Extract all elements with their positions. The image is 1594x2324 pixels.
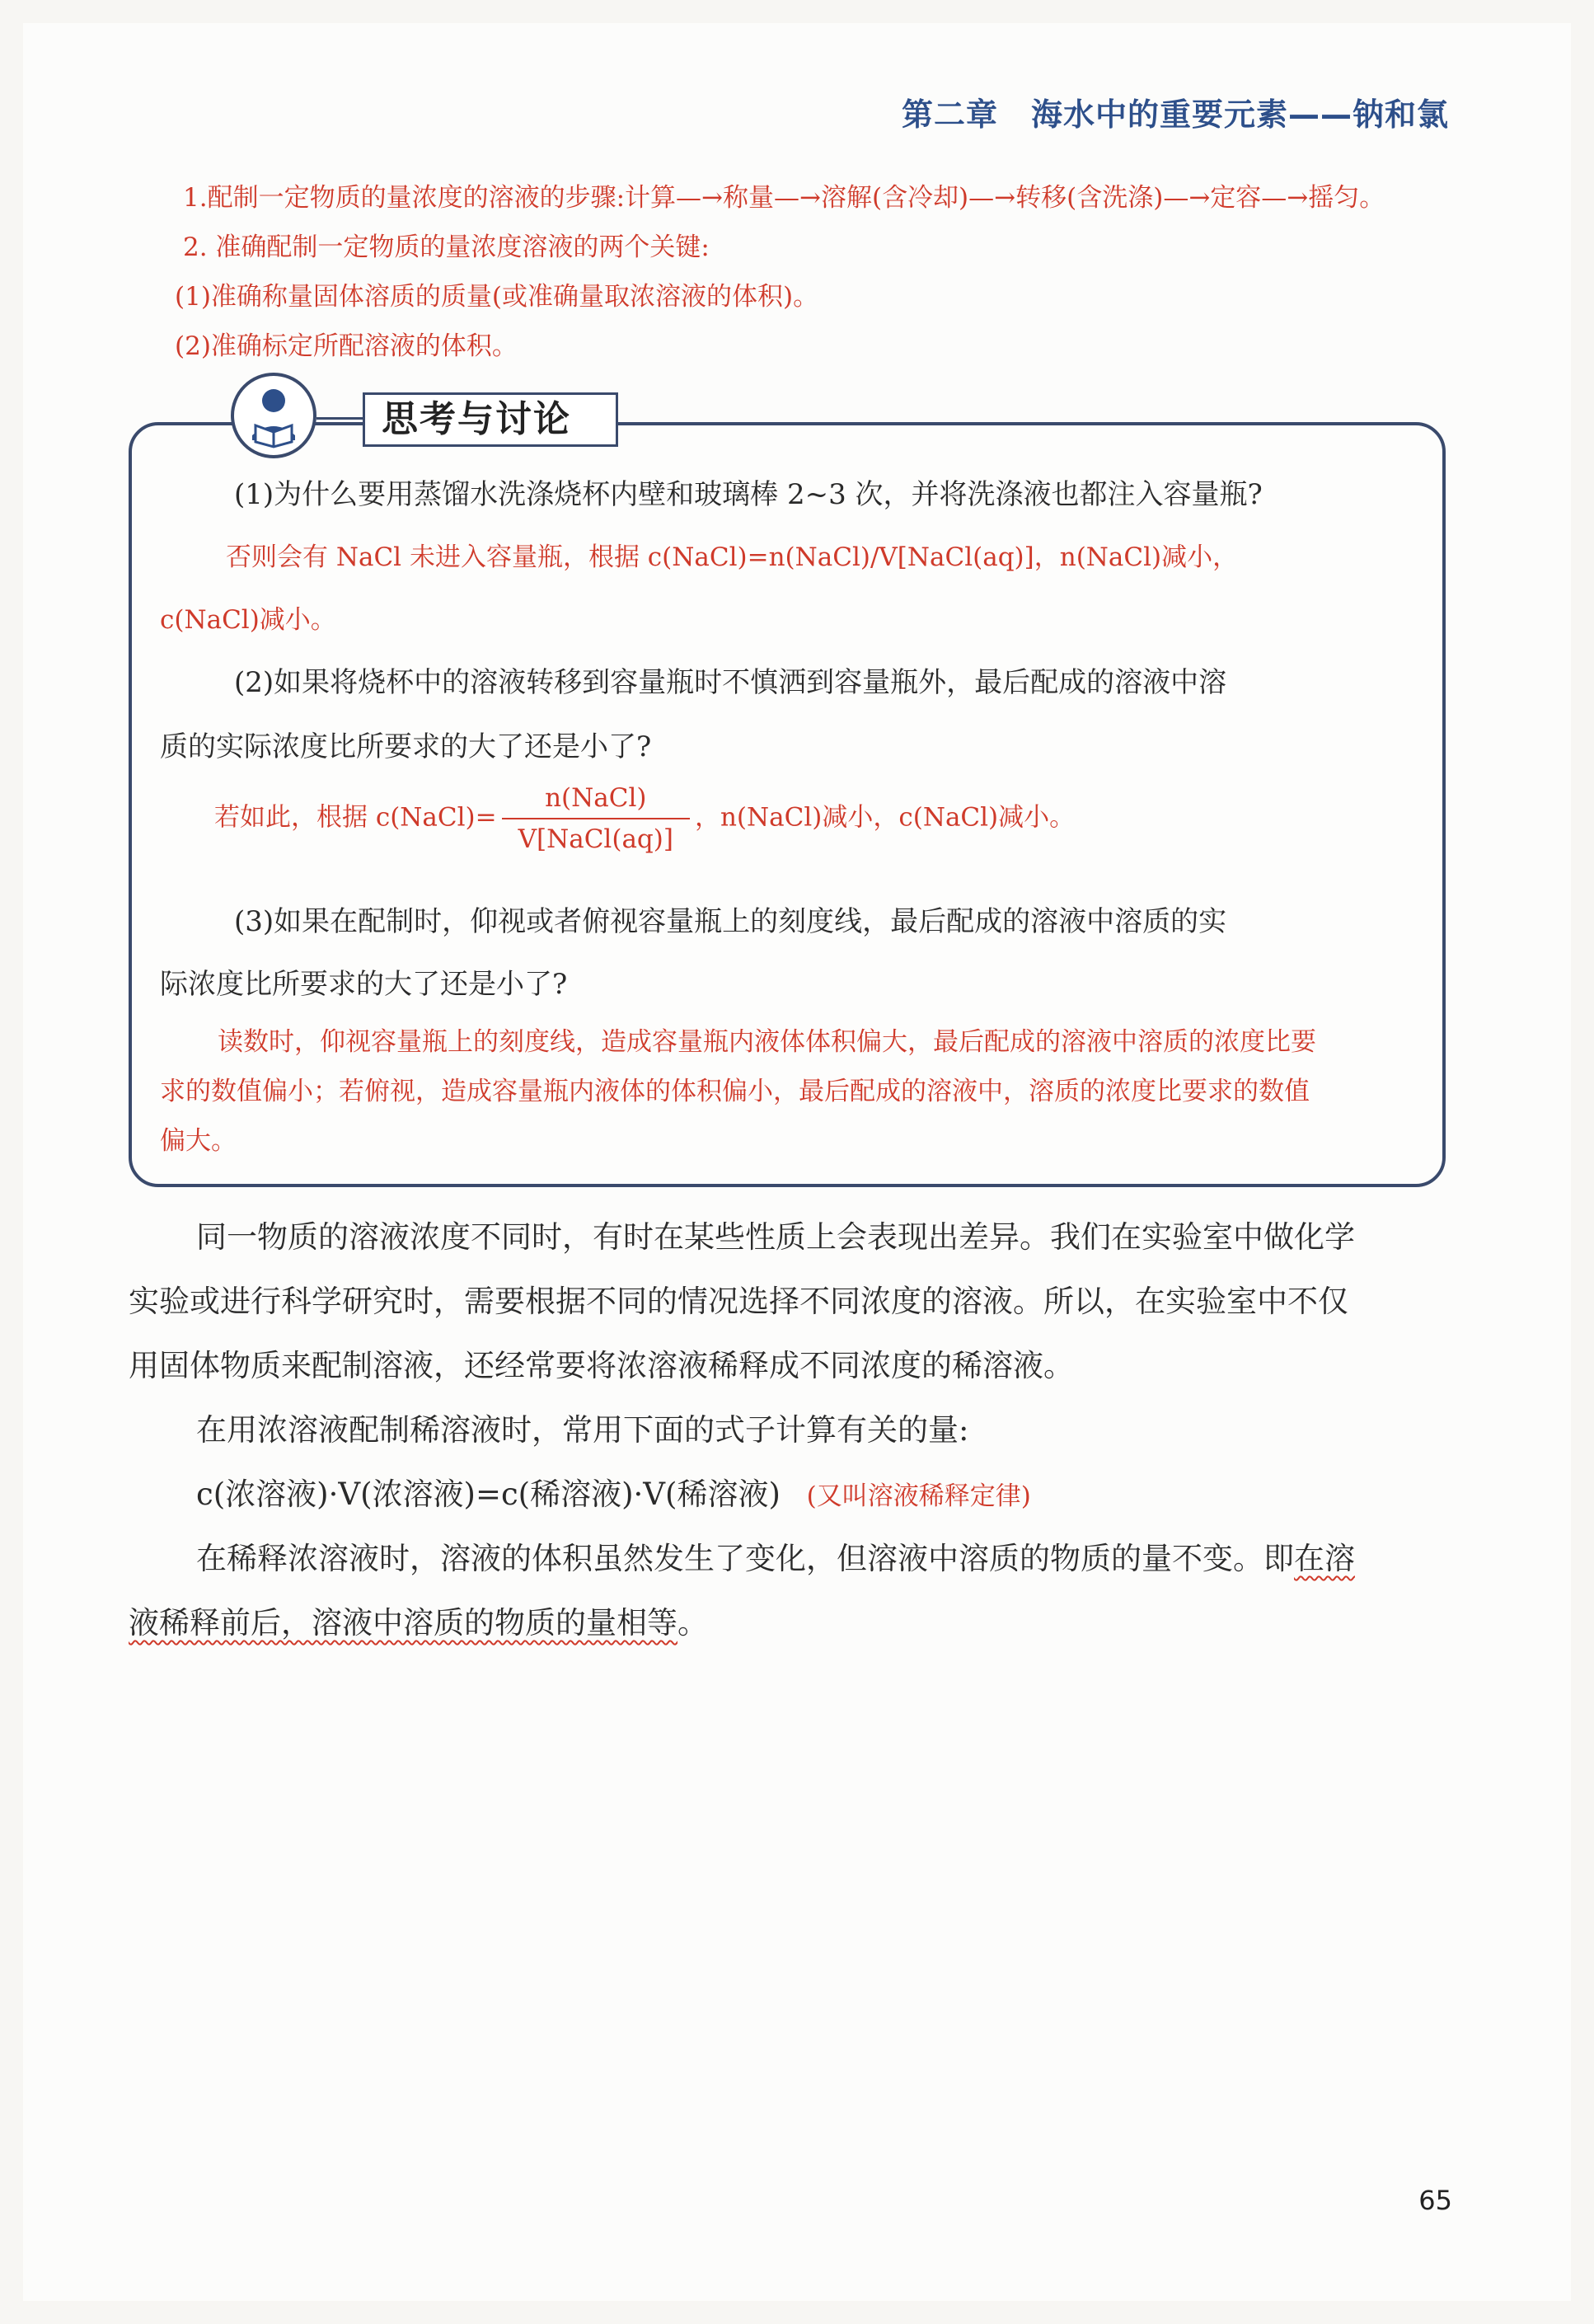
formula-note: (又叫溶液稀释定律) <box>806 1481 1031 1511</box>
answer-2-fraction <box>502 783 690 854</box>
answer-3-line-1: 读数时，仰视容量瓶上的刻度线，造成容量瓶内液体体积偏大，最后配成的溶液中溶质的浓度比要 <box>218 1027 1316 1057</box>
chapter-header <box>902 89 1449 134</box>
note-line-4: (2)准确标定所配溶液的体积。 <box>175 331 518 361</box>
paragraph-3-line-1 <box>196 1533 1355 1578</box>
paragraph-1-line-3: 用固体物质来配制溶液，还经常要将浓溶液稀释成不同浓度的稀溶液。 <box>129 1348 1074 1383</box>
question-2-line-2: 质的实际浓度比所要求的大了还是小了? <box>160 730 652 763</box>
answer-1-line-1: 否则会有 NaCl 未进入容量瓶，根据 c(NaCl)=n(NaCl)/V[NaCl(aq)]，n(NaCl)减小， <box>226 542 1239 572</box>
paragraph-3-emphasis-a: 在溶 <box>1294 1541 1355 1576</box>
fraction-numerator: n(NaCl) <box>502 783 690 819</box>
discussion-title: 思考与讨论 <box>363 392 618 447</box>
paragraph-3-end: 。 <box>677 1605 708 1641</box>
question-3-line-2: 际浓度比所要求的大了还是小了? <box>160 968 568 1001</box>
paragraph-1-line-2: 实验或进行科学研究时，需要根据不同的情况选择不同浓度的溶液。所以，在实验室中不仅 <box>129 1284 1348 1319</box>
answer-2-suffix: ，n(NaCl)减小，c(NaCl)减小。 <box>694 802 1076 833</box>
answer-3-line-3: 偏大。 <box>160 1126 237 1156</box>
paragraph-2: 在用浓溶液配制稀溶液时，常用下面的式子计算有关的量: <box>196 1412 969 1448</box>
question-2-line-1: (2)如果将烧杯中的溶液转移到容量瓶时不慎洒到容量瓶外，最后配成的溶液中溶 <box>234 666 1227 699</box>
formula-text: c(浓溶液)·V(浓溶液)=c(稀溶液)·V(稀溶液) <box>196 1477 781 1512</box>
answer-1-line-2: c(NaCl)减小。 <box>160 605 336 635</box>
answer-2 <box>214 783 1075 854</box>
teacher-notes <box>175 173 1469 371</box>
chapter-title: 海水中的重要元素——钠和氯 <box>1030 96 1449 133</box>
question-3-line-1: (3)如果在配制时，仰视或者俯视容量瓶上的刻度线，最后配成的溶液中溶质的实 <box>234 905 1227 938</box>
dilution-formula <box>196 1469 1031 1514</box>
answer-2-prefix: 若如此，根据 c(NaCl)= <box>214 802 497 833</box>
page-number: 65 <box>1418 2185 1452 2216</box>
paragraph-3-emphasis-b: 液稀释前后，溶液中溶质的物质的量相等 <box>129 1605 677 1641</box>
reader-icon <box>231 373 316 458</box>
answer-3-line-2: 求的数值偏小；若俯视，造成容量瓶内液体的体积偏小，最后配成的溶液中，溶质的浓度比要求的数值 <box>160 1077 1310 1106</box>
heading-connector <box>316 417 364 420</box>
note-line-2: 2. 准确配制一定物质的量浓度溶液的两个关键: <box>183 232 710 262</box>
question-1: (1)为什么要用蒸馏水洗涤烧杯内壁和玻璃棒 2~3 次，并将洗涤液也都注入容量瓶? <box>234 478 1263 511</box>
paragraph-3-text-a: 在稀释浓溶液时，溶液的体积虽然发生了变化，但溶液中溶质的物质的量不变。即 <box>196 1541 1294 1576</box>
note-line-3: (1)准确称量固体溶质的质量(或准确量取浓溶液的体积)。 <box>175 282 819 312</box>
paragraph-1-line-1: 同一物质的溶液浓度不同时，有时在某些性质上会表现出差异。我们在实验室中做化学 <box>196 1219 1355 1255</box>
fraction-denominator: V[NaCl(aq)] <box>518 824 673 854</box>
paragraph-3-line-2 <box>129 1598 708 1642</box>
chapter-number: 第二章 <box>901 96 998 133</box>
note-line-1: 1.配制一定物质的量浓度的溶液的步骤:计算—→称量—→溶解(含冷却)—→转移(含洗涤)—→定容—→摇匀。 <box>183 183 1385 213</box>
